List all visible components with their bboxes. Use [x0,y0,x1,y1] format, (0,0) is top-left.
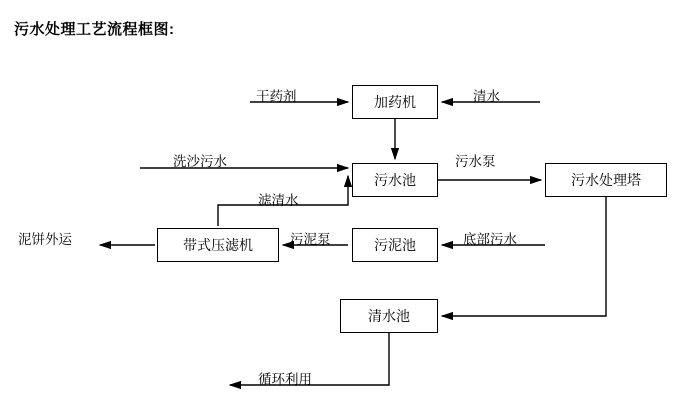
node-label: 加药机 [374,94,416,110]
edge-label-mud-cake-transport: 泥饼外运 [18,232,72,247]
edge-label-filtered-water: 滤清水 [258,193,299,208]
edge-label-bottom-sewage: 底部污水 [463,232,517,247]
edge-label-recycle-use: 循环利用 [258,372,312,387]
node-sewage-pool[interactable] [352,163,438,197]
node-label: 清水池 [368,308,410,324]
node-label: 污水池 [374,172,416,188]
edge-label-sewage-pump: 污水泵 [455,154,496,169]
node-belt-filter-press[interactable] [157,228,279,262]
node-treatment-tower[interactable] [545,163,667,197]
edge-label-sludge-pump: 污泥泵 [290,232,331,247]
node-label: 污泥池 [374,237,416,253]
node-label: 污水处理塔 [571,172,641,188]
node-clear-water-pool[interactable] [340,299,438,333]
node-dosing-machine[interactable] [352,85,438,119]
node-label: 带式压滤机 [183,237,253,253]
edge-label-clean-water: 清水 [473,89,500,104]
edge-label-dry-agent: 干药剂 [256,89,297,104]
node-sludge-pool[interactable] [352,228,438,262]
page-title: 污水处理工艺流程框图: [14,21,175,38]
edge-label-sand-washing-sewage: 洗沙污水 [173,154,227,169]
